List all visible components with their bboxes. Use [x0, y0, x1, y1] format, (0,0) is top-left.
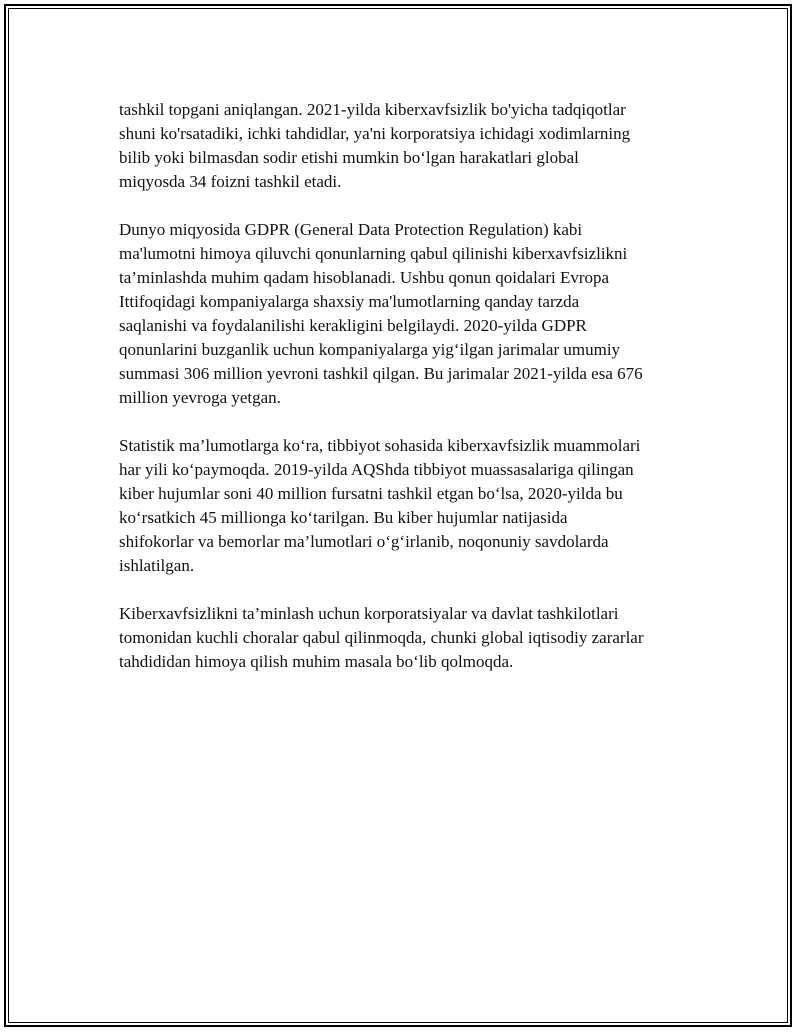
- paragraph-3: [119, 434, 699, 578]
- text-line: summasi 306 million yevroni tashkil qilgan. Bu jarimalar 2021-yilda esa 676: [119, 364, 643, 383]
- text-line: ko‘rsatkich 45 millionga ko‘tarilgan. Bu kiber hujumlar natijasida: [119, 508, 568, 527]
- text-line: ma'lumotni himoya qiluvchi qonunlarning qabul qilinishi kiberxavfsizlikni: [119, 244, 628, 263]
- text-line: ishlatilgan.: [119, 556, 195, 575]
- text-line: saqlanishi va foydalanilishi kerakligini belgilaydi. 2020-yilda GDPR: [119, 316, 587, 335]
- text-line: Statistik ma’lumotlarga ko‘ra, tibbiyot sohasida kiberxavfsizlik muammolari: [119, 436, 641, 455]
- text-line: kiber hujumlar soni 40 million fursatni tashkil etgan bo‘lsa, 2020-yilda bu: [119, 484, 623, 503]
- text-line: tashkil topgani aniqlangan. 2021-yilda kiberxavfsizlik bo'yicha tadqiqotlar: [119, 100, 626, 119]
- text-line: bilib yoki bilmasdan sodir etishi mumkin bo‘lgan harakatlari global: [119, 148, 579, 167]
- text-line: miqyosda 34 foizni tashkil etadi.: [119, 172, 342, 191]
- text-line: har yili ko‘paymoqda. 2019-yilda AQShda tibbiyot muassasalariga qilingan: [119, 460, 634, 479]
- paragraph-4: [119, 602, 699, 674]
- text-line: tomonidan kuchli choralar qabul qilinmoqda, chunki global iqtisodiy zararlar: [119, 628, 644, 647]
- document-page: [4, 4, 792, 1027]
- text-line: tahdididan himoya qilish muhim masala bo‘lib qolmoqda.: [119, 652, 514, 671]
- paragraph-2: [119, 218, 699, 410]
- text-line: ta’minlashda muhim qadam hisoblanadi. Ushbu qonun qoidalari Evropa: [119, 268, 610, 287]
- text-line: Ittifoqidagi kompaniyalarga shaxsiy ma'lumotlarning qanday tarzda: [119, 292, 580, 311]
- text-line: Kiberxavfsizlikni ta’minlash uchun korporatsiyalar va davlat tashkilotlari: [119, 604, 619, 623]
- document-body: [119, 98, 699, 698]
- paragraph-1: [119, 98, 699, 194]
- text-line: qonunlarini buzganlik uchun kompaniyalarga yig‘ilgan jarimalar umumiy: [119, 340, 621, 359]
- text-line: shifokorlar va bemorlar ma’lumotlari o‘g‘irlanib, noqonuniy savdolarda: [119, 532, 609, 551]
- text-line: million yevroga yetgan.: [119, 388, 281, 407]
- text-line: Dunyo miqyosida GDPR (General Data Protection Regulation) kabi: [119, 220, 583, 239]
- text-line: shuni ko'rsatadiki, ichki tahdidlar, ya'ni korporatsiya ichidagi xodimlarning: [119, 124, 631, 143]
